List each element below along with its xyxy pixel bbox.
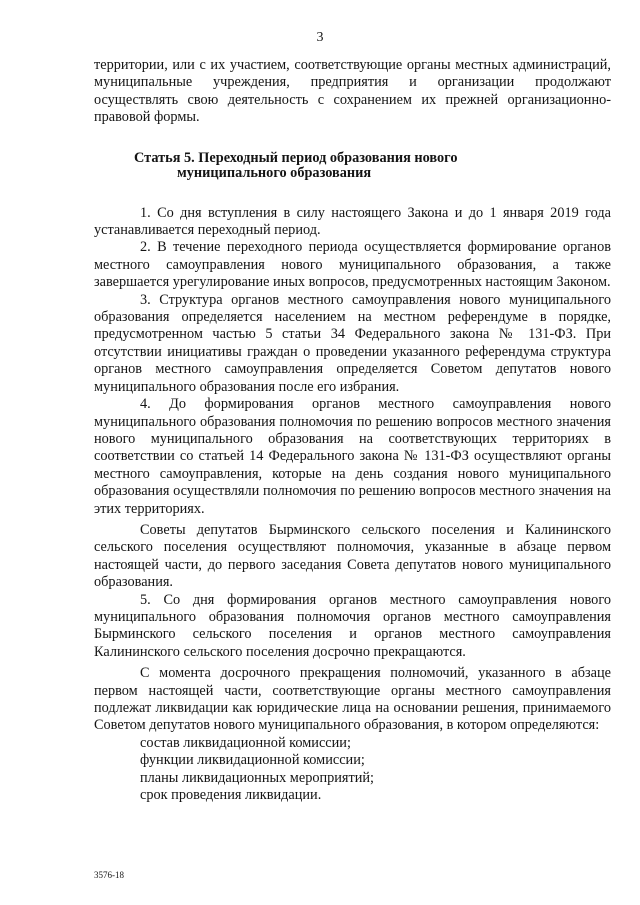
article-heading-line1: Статья 5. Переходный период образования нового	[134, 149, 458, 166]
article-heading	[94, 151, 611, 181]
article-paragraph: 5. Со дня формирования органов местного самоуправления нового муниципального образования полномочия органов местного самоуправления Бырминского сельского поселения и органов местного самоуправления Калининского сельского поселения досрочно прекращаются.	[94, 591, 611, 660]
article-paragraph: 2. В течение переходного периода осуществляется формирование органов местного самоуправления нового муниципального образования, а также завершается урегулирование иных вопросов, предусмотренных настоящим Законом.	[94, 239, 611, 291]
liquidation-list	[94, 735, 611, 805]
intro-paragraph: территории, или с их участием, соответствующие органы местных администраций, муниципальные учреждения, предприятия и организации продолжают осуществлять свою деятельность с сохранением их прежней организационно-правовой формы.	[94, 57, 611, 126]
article-paragraph: 4. До формирования органов местного самоуправления нового муниципального образования полномочия по решению вопросов местного значения нового муниципального образования на соответствующих территориях в соответствии со статьей 14 Федерального закона № 131-ФЗ осуществляют органы местного самоуправления, которые на день создания нового муниципального образования осуществляли полномочия по решению вопросов местного значения на этих территориях.	[94, 396, 611, 517]
document-code: 3576-18	[94, 870, 124, 880]
document-body	[94, 57, 611, 804]
list-item: функции ликвидационной комиссии;	[140, 752, 365, 769]
article-paragraph: 3. Структура органов местного самоуправления нового муниципального образования определяется населением на местном референдуме в порядке, предусмотренном частью 5 статьи 34 Федерального закона № 131-ФЗ. При отсутствии инициативы граждан о проведении указанного референдума структура органов местного самоуправления определяется Советом депутатов нового муниципального образования после его избрания.	[94, 291, 611, 395]
page-number: 3	[316, 30, 324, 45]
article-paragraph: С момента досрочного прекращения полномочий, указанного в абзаце первом настоящей части, соответствующие органы местного самоуправления подлежат ликвидации как юридические лица на основании решения, принимаемого Советом депутатов нового муниципального образования, в котором определяются:	[94, 665, 611, 734]
list-item: состав ликвидационной комиссии;	[140, 734, 351, 751]
list-item: планы ликвидационных мероприятий;	[140, 769, 375, 786]
article-paragraph: Советы депутатов Бырминского сельского поселения и Калининского сельского поселения осуществляют полномочия, указанные в абзаце первом настоящей части, до первого заседания Совета депутатов нового муниципального образования.	[94, 521, 611, 591]
article-heading-line2: муниципального образования	[177, 164, 372, 181]
article-paragraph: 1. Со дня вступления в силу настоящего Закона и до 1 января 2019 года устанавливается переходный период.	[94, 204, 611, 239]
list-item: срок проведения ликвидации.	[140, 787, 322, 804]
